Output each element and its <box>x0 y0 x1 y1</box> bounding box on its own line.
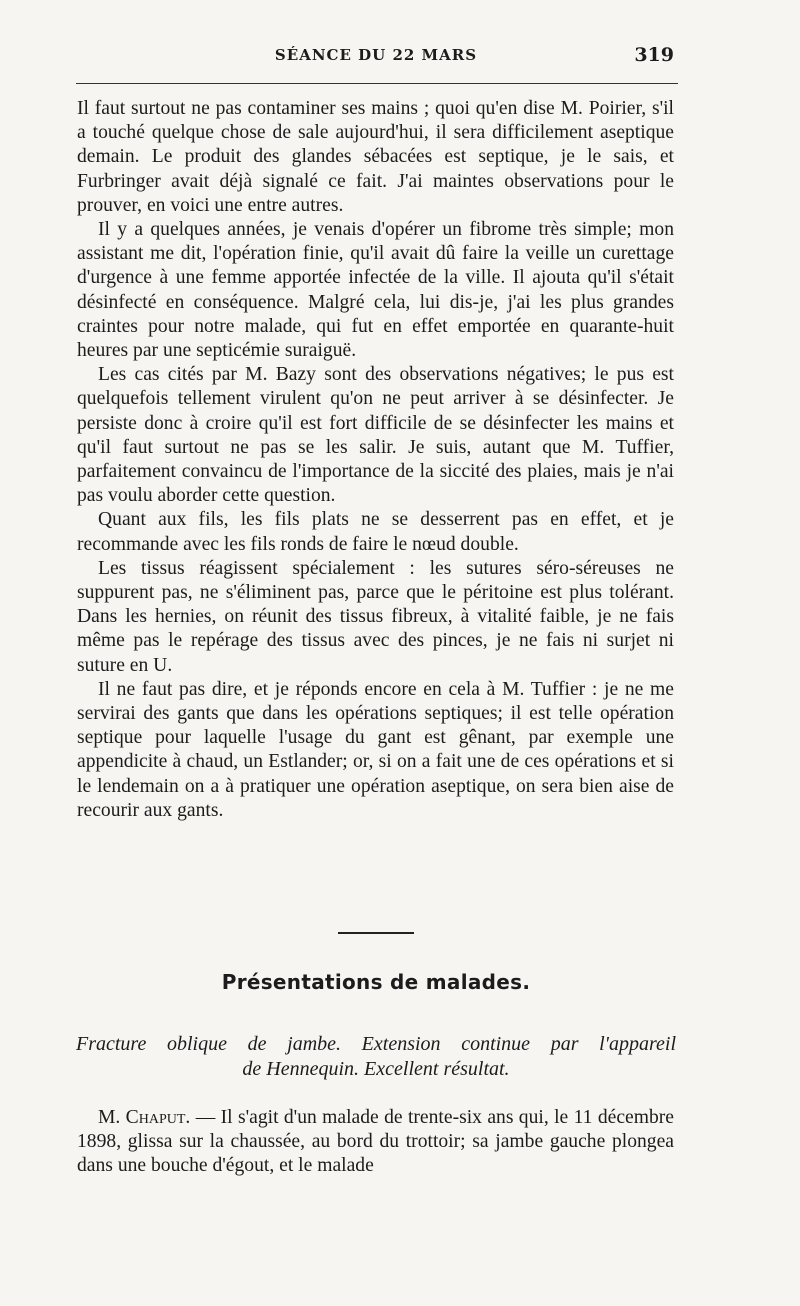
page-header <box>76 44 676 74</box>
case-title-line-2: de Hennequin. Excellent résultat. <box>242 1058 510 1080</box>
page-number: 319 <box>634 44 674 66</box>
speaker-name: M. Chaput. <box>98 1107 191 1128</box>
running-head: SÉANCE DU 22 MARS <box>274 46 478 64</box>
paragraph-5: Les tissus réagissent spécialement : les sutures séro-séreuses ne suppurent pas, ne s'éliminent pas, parce que le péritoine est plus tolérant. Dans les hernies, on réunit des tissus fibreux, à vitalité faible, je ne fais même pas le repérage des tissus avec des pinces, je ne fais ni surjet ni suture en U. <box>77 557 674 676</box>
paragraph-1: Il faut surtout ne pas contaminer ses mains ; quoi qu'en dise M. Poirier, s'il a touché quelque chose de sale aujourd'hui, il sera difficilement aseptique demain. Le produit des glandes sébacées est septique, je le sais, et Furbringer avait déjà signalé ce fait. J'ai maintes observations pour le prouver, en voici une entre autres. <box>77 98 674 216</box>
main-text <box>77 97 674 823</box>
case-paragraph <box>77 1106 674 1179</box>
header-rule <box>76 83 678 84</box>
case-title-line-1: Fracture oblique de jambe. Extension continue par l'appareil <box>76 1033 676 1055</box>
case-body: — Il s'agit d'un malade de trente-six ans qui, le 11 décembre 1898, glissa sur la chaussée, au bord du trottoir; sa jambe gauche plongea dans une bouche d'égout, et le malade <box>77 1107 674 1177</box>
paragraph-2: Il y a quelques années, je venais d'opérer un fibrome très simple; mon assistant me dit, l'opération finie, qu'il avait dû faire la veille un curettage d'urgence à une femme apportée infectée de la ville. Il ajouta qu'il s'était désinfecté en conséquence. Malgré cela, lui dis-je, j'ai les plus grandes craintes pour notre malade, qui fut en effet emportée en quarante-huit heures par une septicémie suraiguë. <box>77 219 674 362</box>
paragraph-3: Les cas cités par M. Bazy sont des observations négatives; le pus est quelquefois tellement virulent qu'on ne peut arriver à se désinfecter. Je persiste donc à croire qu'il est fort difficile de se désinfecter les mains et qu'il faut surtout ne pas se les salir. Je suis, autant que M. Tuffier, parfaitement convaincu de l'importance de la siccité des plaies, mais je n'ai pas voulu aborder cette question. <box>77 364 674 507</box>
case-title <box>76 1032 676 1082</box>
section-title: Présentations de malades. <box>221 970 531 994</box>
case-text <box>77 1106 674 1179</box>
paragraph-6: Il ne faut pas dire, et je réponds encore en cela à M. Tuffier : je ne me servirai des gants que dans les opérations septiques; il est telle opération septique pour laquelle l'usage du gant est gênant, par exemple une appendicite à chaud, un Estlander; or, si on a fait une de ces opérations et si le lendemain on a à pratiquer une opération aseptique, on sera bien aise de recourir aux gants. <box>77 678 674 821</box>
section-divider <box>338 932 414 934</box>
paragraph-4: Quant aux fils, les fils plats ne se desserrent pas en effet, et je recommande avec les fils ronds de faire le nœud double. <box>77 509 674 555</box>
